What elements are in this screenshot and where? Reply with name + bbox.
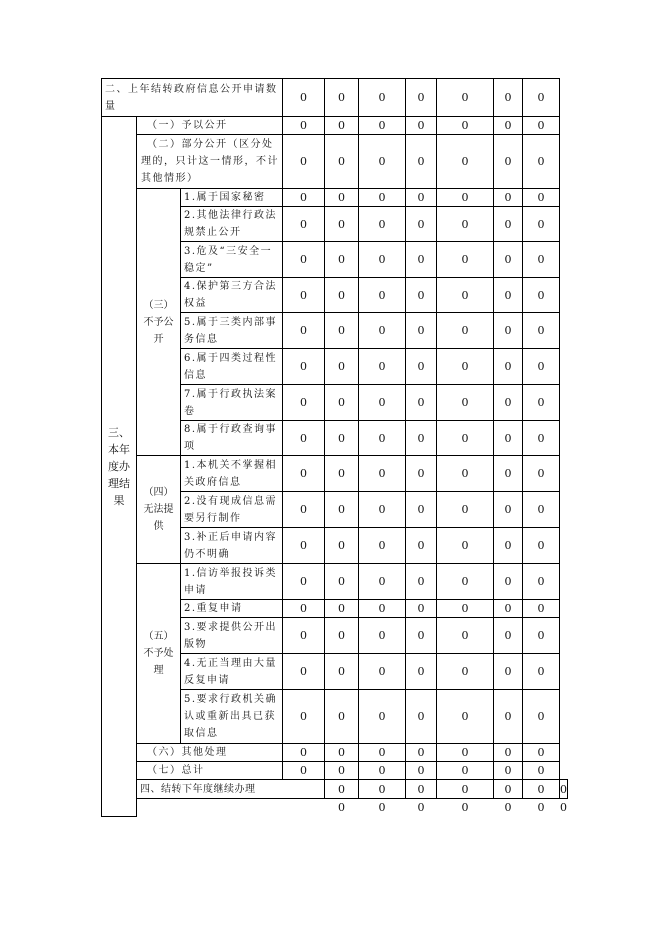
- value-cell: 0: [359, 117, 406, 135]
- value-cell: 0: [359, 421, 406, 456]
- value-cell: 0: [359, 79, 406, 117]
- row-label-item: 2.重复申请: [181, 600, 283, 618]
- row-label-item: 5.要求行政机关确认或重新出具已获取信息: [181, 690, 283, 744]
- value-cell: 0: [437, 385, 494, 421]
- value-cell: 0: [325, 385, 359, 421]
- value-cell: 0: [494, 654, 523, 690]
- value-cell: 0: [437, 456, 494, 492]
- row-label-item: 4.无正当理由大量反复申请: [181, 654, 283, 690]
- row-label-item: 5.属于三类内部事务信息: [181, 313, 283, 349]
- value-cell: 0: [325, 492, 359, 528]
- value-cell: 0: [494, 528, 523, 564]
- value-cell: 0: [406, 492, 437, 528]
- value-cell: 0: [437, 564, 494, 600]
- value-cell: 0: [523, 600, 560, 618]
- value-cell: 0: [359, 528, 406, 564]
- value-cell: 0: [406, 242, 437, 278]
- value-cell: 0: [406, 421, 437, 456]
- value-cell: 0: [359, 600, 406, 618]
- value-cell: 0: [461, 801, 469, 815]
- value-cell: 0: [504, 801, 512, 815]
- value-cell: 0: [359, 278, 406, 313]
- value-cell: 0: [523, 421, 560, 456]
- value-cell: 0: [283, 242, 325, 278]
- value-cell: 0: [325, 780, 359, 799]
- row-label-item: 1.本机关不掌握相关政府信息: [181, 456, 283, 492]
- value-cell: 0: [523, 313, 560, 349]
- value-cell: 0: [437, 600, 494, 618]
- value-cell: 0: [325, 135, 359, 189]
- table-row: [102, 189, 568, 207]
- value-cell: 0: [494, 564, 523, 600]
- row-label-item: 1.信访举报投诉类申请: [181, 564, 283, 600]
- value-cell: 0: [283, 278, 325, 313]
- value-cell: 0: [283, 421, 325, 456]
- value-cell: 0: [523, 79, 560, 117]
- value-cell: 0: [437, 744, 494, 762]
- value-cell: 0: [283, 456, 325, 492]
- value-cell: 0: [437, 278, 494, 313]
- value-cell: 0: [325, 207, 359, 242]
- value-cell: 0: [406, 618, 437, 654]
- value-cell: 0: [325, 117, 359, 135]
- value-cell: 0: [283, 744, 325, 762]
- value-cell: 0: [437, 135, 494, 189]
- value-cell: 0: [359, 313, 406, 349]
- value-cell: 0: [406, 654, 437, 690]
- row-label-other: （六）其他处理: [137, 744, 283, 762]
- row-label-item: 8.属于行政查询事项: [181, 421, 283, 456]
- value-cell: 0: [523, 492, 560, 528]
- value-cell: 0: [494, 242, 523, 278]
- value-cell: 0: [437, 207, 494, 242]
- value-cell: 0: [523, 780, 560, 799]
- value-cell: 0: [523, 242, 560, 278]
- value-cell: 0: [325, 618, 359, 654]
- value-cell: 0: [359, 690, 406, 744]
- value-cell: 0: [437, 421, 494, 456]
- value-cell: 0: [437, 654, 494, 690]
- table-row: [102, 744, 568, 762]
- value-cell: 0: [494, 135, 523, 189]
- value-cell: 0: [406, 456, 437, 492]
- row-label-disclose: （一）予以公开: [137, 117, 283, 135]
- value-cell: 0: [523, 349, 560, 385]
- group-label: （五）不予处理: [137, 564, 181, 744]
- row-label-item: 2.没有现成信息需要另行制作: [181, 492, 283, 528]
- value-cell: 0: [437, 242, 494, 278]
- value-cell: 0: [359, 618, 406, 654]
- value-cell: 0: [494, 744, 523, 762]
- value-cell: 0: [406, 135, 437, 189]
- value-cell: 0: [406, 780, 437, 799]
- value-cell: 0: [406, 79, 437, 117]
- value-cell: 0: [325, 79, 359, 117]
- value-cell: 0: [359, 189, 406, 207]
- value-cell: 0: [406, 207, 437, 242]
- value-cell: 0: [494, 207, 523, 242]
- value-cell: 0: [437, 690, 494, 744]
- value-cell: 0: [406, 690, 437, 744]
- value-cell: 0: [283, 117, 325, 135]
- row-label-item: 4.保护第三方合法权益: [181, 278, 283, 313]
- value-cell: 0: [325, 762, 359, 780]
- value-cell: 0: [523, 654, 560, 690]
- value-cell: 0: [417, 801, 425, 815]
- value-cell: 0: [283, 349, 325, 385]
- table-row: [102, 780, 568, 799]
- value-cell: 0: [325, 456, 359, 492]
- row-label-item: 2.其他法律行政法规禁止公开: [181, 207, 283, 242]
- value-cell: 0: [494, 690, 523, 744]
- value-cell: 0: [494, 278, 523, 313]
- value-cell: 0: [523, 528, 560, 564]
- value-cell: 0: [494, 189, 523, 207]
- row-label-item: 3.危及“三安全一稳定”: [181, 242, 283, 278]
- table-row: [102, 117, 568, 135]
- value-cell: 0: [523, 762, 560, 780]
- value-cell: 0: [359, 385, 406, 421]
- group-label: （四）无法提供: [137, 456, 181, 564]
- value-cell: 0: [406, 600, 437, 618]
- value-cell: 0: [359, 207, 406, 242]
- value-cell: 0: [378, 801, 386, 815]
- value-cell: 0: [494, 313, 523, 349]
- value-cell: 0: [494, 456, 523, 492]
- value-cell: 0: [437, 528, 494, 564]
- value-cell: 0: [494, 618, 523, 654]
- value-cell: 0: [325, 313, 359, 349]
- value-cell: 0: [494, 421, 523, 456]
- value-cell: 0: [437, 117, 494, 135]
- table-row: [102, 762, 568, 780]
- value-cell: 0: [523, 618, 560, 654]
- value-cell: 0: [494, 762, 523, 780]
- group-label: （三）不予公开: [137, 189, 181, 456]
- value-cell: 0: [494, 780, 523, 799]
- row-label-total: （七）总计: [137, 762, 283, 780]
- value-cell: 0: [560, 780, 568, 799]
- value-cell: 0: [523, 385, 560, 421]
- value-cell: 0: [437, 79, 494, 117]
- value-cell: 0: [325, 189, 359, 207]
- value-cell: 0: [406, 189, 437, 207]
- value-cell: 0: [359, 456, 406, 492]
- value-cell: 0: [523, 456, 560, 492]
- value-cell: 0: [494, 79, 523, 117]
- value-cell: 0: [325, 349, 359, 385]
- value-cell: 0: [437, 780, 494, 799]
- value-cell: 0: [406, 349, 437, 385]
- value-cell: 0: [494, 492, 523, 528]
- value-cell: 0: [523, 117, 560, 135]
- value-cell: 0: [494, 349, 523, 385]
- row-label-item: 6.属于四类过程性信息: [181, 349, 283, 385]
- value-cell: 0: [523, 278, 560, 313]
- value-cell: 0: [359, 242, 406, 278]
- value-cell: 0: [325, 600, 359, 618]
- table-row: [102, 799, 568, 817]
- value-cell: 0: [325, 528, 359, 564]
- value-cell: 0: [359, 744, 406, 762]
- value-cell: 0: [283, 313, 325, 349]
- value-cell: 0: [406, 278, 437, 313]
- row-label-item: 1.属于国家秘密: [181, 189, 283, 207]
- value-cell: 0: [283, 564, 325, 600]
- value-cell: 0: [359, 564, 406, 600]
- value-cell: 0: [283, 654, 325, 690]
- value-cell: 0: [494, 600, 523, 618]
- row-label-item: 3.补正后申请内容仍不明确: [181, 528, 283, 564]
- value-cell: 0: [523, 744, 560, 762]
- table-row: [102, 79, 568, 117]
- value-cell: 0: [338, 801, 345, 815]
- value-cell: 0: [283, 385, 325, 421]
- value-cell: 0: [523, 135, 560, 189]
- value-cell: 0: [325, 278, 359, 313]
- value-cell: 0: [523, 189, 560, 207]
- table-row: [102, 135, 568, 189]
- row-label-item: 3.要求提供公开出版物: [181, 618, 283, 654]
- value-cell: 0: [406, 564, 437, 600]
- value-cell: 0: [406, 528, 437, 564]
- value-cell: 0: [537, 801, 545, 815]
- value-cell: 0: [283, 528, 325, 564]
- row-label-carry-in: 二、上年结转政府信息公开申请数量: [102, 79, 283, 117]
- value-cell: 0: [560, 801, 567, 815]
- value-cell: 0: [359, 135, 406, 189]
- value-cell: 0: [406, 385, 437, 421]
- value-cell: 0: [283, 600, 325, 618]
- value-cell: 0: [283, 207, 325, 242]
- value-cell: 0: [523, 690, 560, 744]
- value-cell: 0: [437, 492, 494, 528]
- value-cell: 0: [406, 313, 437, 349]
- value-cell: 0: [406, 744, 437, 762]
- value-cell: 0: [325, 242, 359, 278]
- value-cell: 0: [359, 654, 406, 690]
- table-row: [102, 564, 568, 600]
- section-3-label: 三、本年度办理结果: [102, 117, 137, 817]
- value-cell: 0: [325, 744, 359, 762]
- value-cell: 0: [523, 207, 560, 242]
- value-cell: 0: [325, 421, 359, 456]
- value-cell: 0: [437, 762, 494, 780]
- value-cell: 0: [359, 492, 406, 528]
- value-cell: 0: [283, 762, 325, 780]
- value-cell: 0: [437, 313, 494, 349]
- value-cell: 0: [359, 762, 406, 780]
- value-cell: 0: [523, 564, 560, 600]
- value-cell: 0: [283, 618, 325, 654]
- value-cell: 0: [283, 690, 325, 744]
- value-cell: 0: [437, 189, 494, 207]
- value-cell: 0: [437, 349, 494, 385]
- value-cell: 0: [325, 690, 359, 744]
- table-row: [102, 456, 568, 492]
- value-cell: 0: [406, 762, 437, 780]
- value-cell: 0: [283, 79, 325, 117]
- empty-cell: [137, 799, 325, 817]
- value-cell: 0: [359, 780, 406, 799]
- row-label-item: 7.属于行政执法案卷: [181, 385, 283, 421]
- value-cell: 0: [359, 349, 406, 385]
- application-results-table: [101, 78, 568, 817]
- value-cell: 0: [325, 654, 359, 690]
- value-cell: 0: [283, 189, 325, 207]
- value-cell: 0: [437, 618, 494, 654]
- value-cell: 0: [283, 135, 325, 189]
- value-cell: 0: [494, 385, 523, 421]
- row-label-carry-out: 四、结转下年度继续办理: [137, 780, 325, 799]
- value-cell: 0: [283, 492, 325, 528]
- row-label-partial: （二）部分公开（区分处理的，只计这一情形，不计其他情形）: [137, 135, 283, 189]
- value-cell: 0: [494, 117, 523, 135]
- value-cell: 0: [325, 564, 359, 600]
- value-cell: 0: [406, 117, 437, 135]
